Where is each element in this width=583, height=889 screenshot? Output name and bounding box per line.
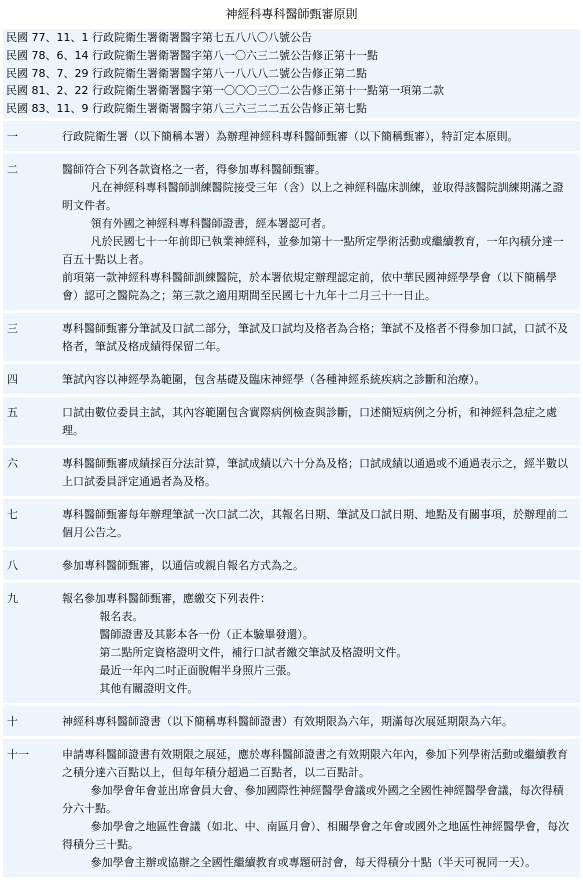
article-row [3,154,580,310]
article-text [48,499,580,547]
article-item: 參加學會年會並出席會員大會、參加國際性神經醫學會議或外國之全國性神經醫學會議，每次得積分六十點。 [62,783,564,815]
article-item: 參加學會之地區性會議（如北、中、南區月會）、相關學會之年會或國外之地區性神經醫學會，每次得積分三十點。 [62,819,570,851]
articles-table [3,118,580,880]
article-number: 五 [3,397,48,445]
article-number: 九 [3,583,48,703]
article-item: 凡在神經科專科醫師訓練醫院接受三年（含）以上之神經科臨床訓練，並取得該醫院訓練期滿之證明文件者。 [62,180,564,212]
article-item: 最近一年內二吋正面脫帽半身照片三張。 [99,663,298,677]
article-number: 七 [3,499,48,547]
article-row [3,364,580,394]
article-paragraph: 前項第一款神經科專科醫師訓練醫院，於本署依規定辦理認定前，依中華民國神經學學會（以下簡稱學會）認可之醫院為之；第三款之適用期間至民國七十九年十二月三十一日止。 [62,270,557,302]
history-line: 民國 81、2、22 行政院衛生署衛署醫字第一〇〇〇三〇二公告修正第十一點第一項第二款 [6,84,444,98]
article-number: 六 [3,448,48,496]
article-row [3,121,580,151]
article-number: 一 [3,121,48,151]
history-line: 民國 77、11、1 行政院衛生署衛署醫字第七五八八〇八號公告 [6,31,312,44]
article-number: 四 [3,364,48,394]
article-item: 其他有關證明文件。 [99,681,199,695]
history-line: 民國 83、11、9 行政院衛生署衛署醫字第八三六三二二五公告修正第七點 [6,102,367,116]
article-paragraph: 口試由數位委員主試，其內容範圍包含實際病例檢查與診斷，口述簡短病例之分析，和神經科急症之處理。 [62,405,557,437]
article-text [48,448,580,496]
article-row [3,739,580,877]
article-paragraph: 神經科專科醫師證書（以下簡稱專科醫師證書）有效期限為六年，期滿每次展延期限為六年。 [62,714,513,728]
article-paragraph: 行政院衛生署（以下簡稱本署）為辦理神經科專科醫師甄審（以下簡稱甄審），特訂定本原則。 [62,129,519,143]
article-item: 領有外國之神經科專科醫師證書，經本署認可者。 [90,216,333,230]
article-number: 十一 [3,739,48,877]
article-text [48,739,580,877]
article-text [48,364,580,394]
article-text [48,397,580,445]
article-text [48,706,580,736]
document-title: 神經科專科醫師甄審原則 [225,7,358,21]
article-row [3,313,580,361]
article-row [3,550,580,580]
history-line: 民國 78、7、29 行政院衛生署衛署醫字第八一八八八二號公告修正第二點 [6,66,367,80]
article-text [48,313,580,361]
article-paragraph: 申請專科醫師證書有效期限之展延，應於專科醫師證書之有效期限六年內，參加下列學術活動或繼續教育之積分達六百點以上，但每年積分超過二百點者，以二百點計。 [62,747,568,779]
article-row [3,583,580,703]
article-item: 第二點所定資格證明文件，補行口試者繳交筆試及格證明文件。 [99,645,408,659]
article-number: 八 [3,550,48,580]
article-item: 凡於民國七十一年前即已執業神經科，並參加第十一點所定學術活動或繼續教育，一年內積分達一百五十點以上者。 [62,234,564,266]
article-row [3,397,580,445]
article-text [48,550,580,580]
article-number: 三 [3,313,48,361]
article-paragraph: 筆試內容以神經學為範圍，包含基礎及臨床神經學（各種神經系統疾病之診斷和治療）。 [62,372,486,386]
history-line: 民國 78、6、14 行政院衛生署衛署醫字第八一〇六三二號公告修正第十一點 [6,48,378,62]
article-text [48,121,580,151]
article-number: 十 [3,706,48,736]
article-row [3,448,580,496]
article-item: 醫師證書及其影本各一份（正本驗畢發還）。 [99,627,314,641]
article-paragraph: 專科醫師甄審分筆試及口試二部分，筆試及口試均及格者為合格；筆試不及格者不得參加口試，口試不及格者，筆試及格成績得保留二年。 [62,321,568,353]
article-paragraph: 報名參加專科醫師甄審，應繳交下列表件： [62,591,271,605]
article-paragraph: 參加專科醫師甄審，以通信或親自報名方式為之。 [62,558,304,572]
article-number: 二 [3,154,48,310]
article-text [48,154,580,310]
article-paragraph: 專科醫師甄審每年辦理筆試一次口試二次，其報名日期、筆試及口試日期、地點及有關事項，於辦理前二個月公告之。 [62,507,568,539]
article-item: 參加學會主辦或協辦之全國性繼續教育或專題研討會，每天得積分十點（半天可視同一天）。 [90,855,537,869]
article-row [3,499,580,547]
article-item: 報名表。 [99,609,144,623]
article-paragraph: 專科醫師甄審成績採百分法計算，筆試成績以六十分為及格；口試成績以通過或不通過表示之，經半數以上口試委員評定通過者為及格。 [62,456,568,488]
article-row [3,706,580,736]
amendment-history [3,29,580,118]
article-paragraph: 醫師符合下列各款資格之一者，得參加專科醫師甄審。 [62,162,326,176]
article-text [48,583,580,703]
